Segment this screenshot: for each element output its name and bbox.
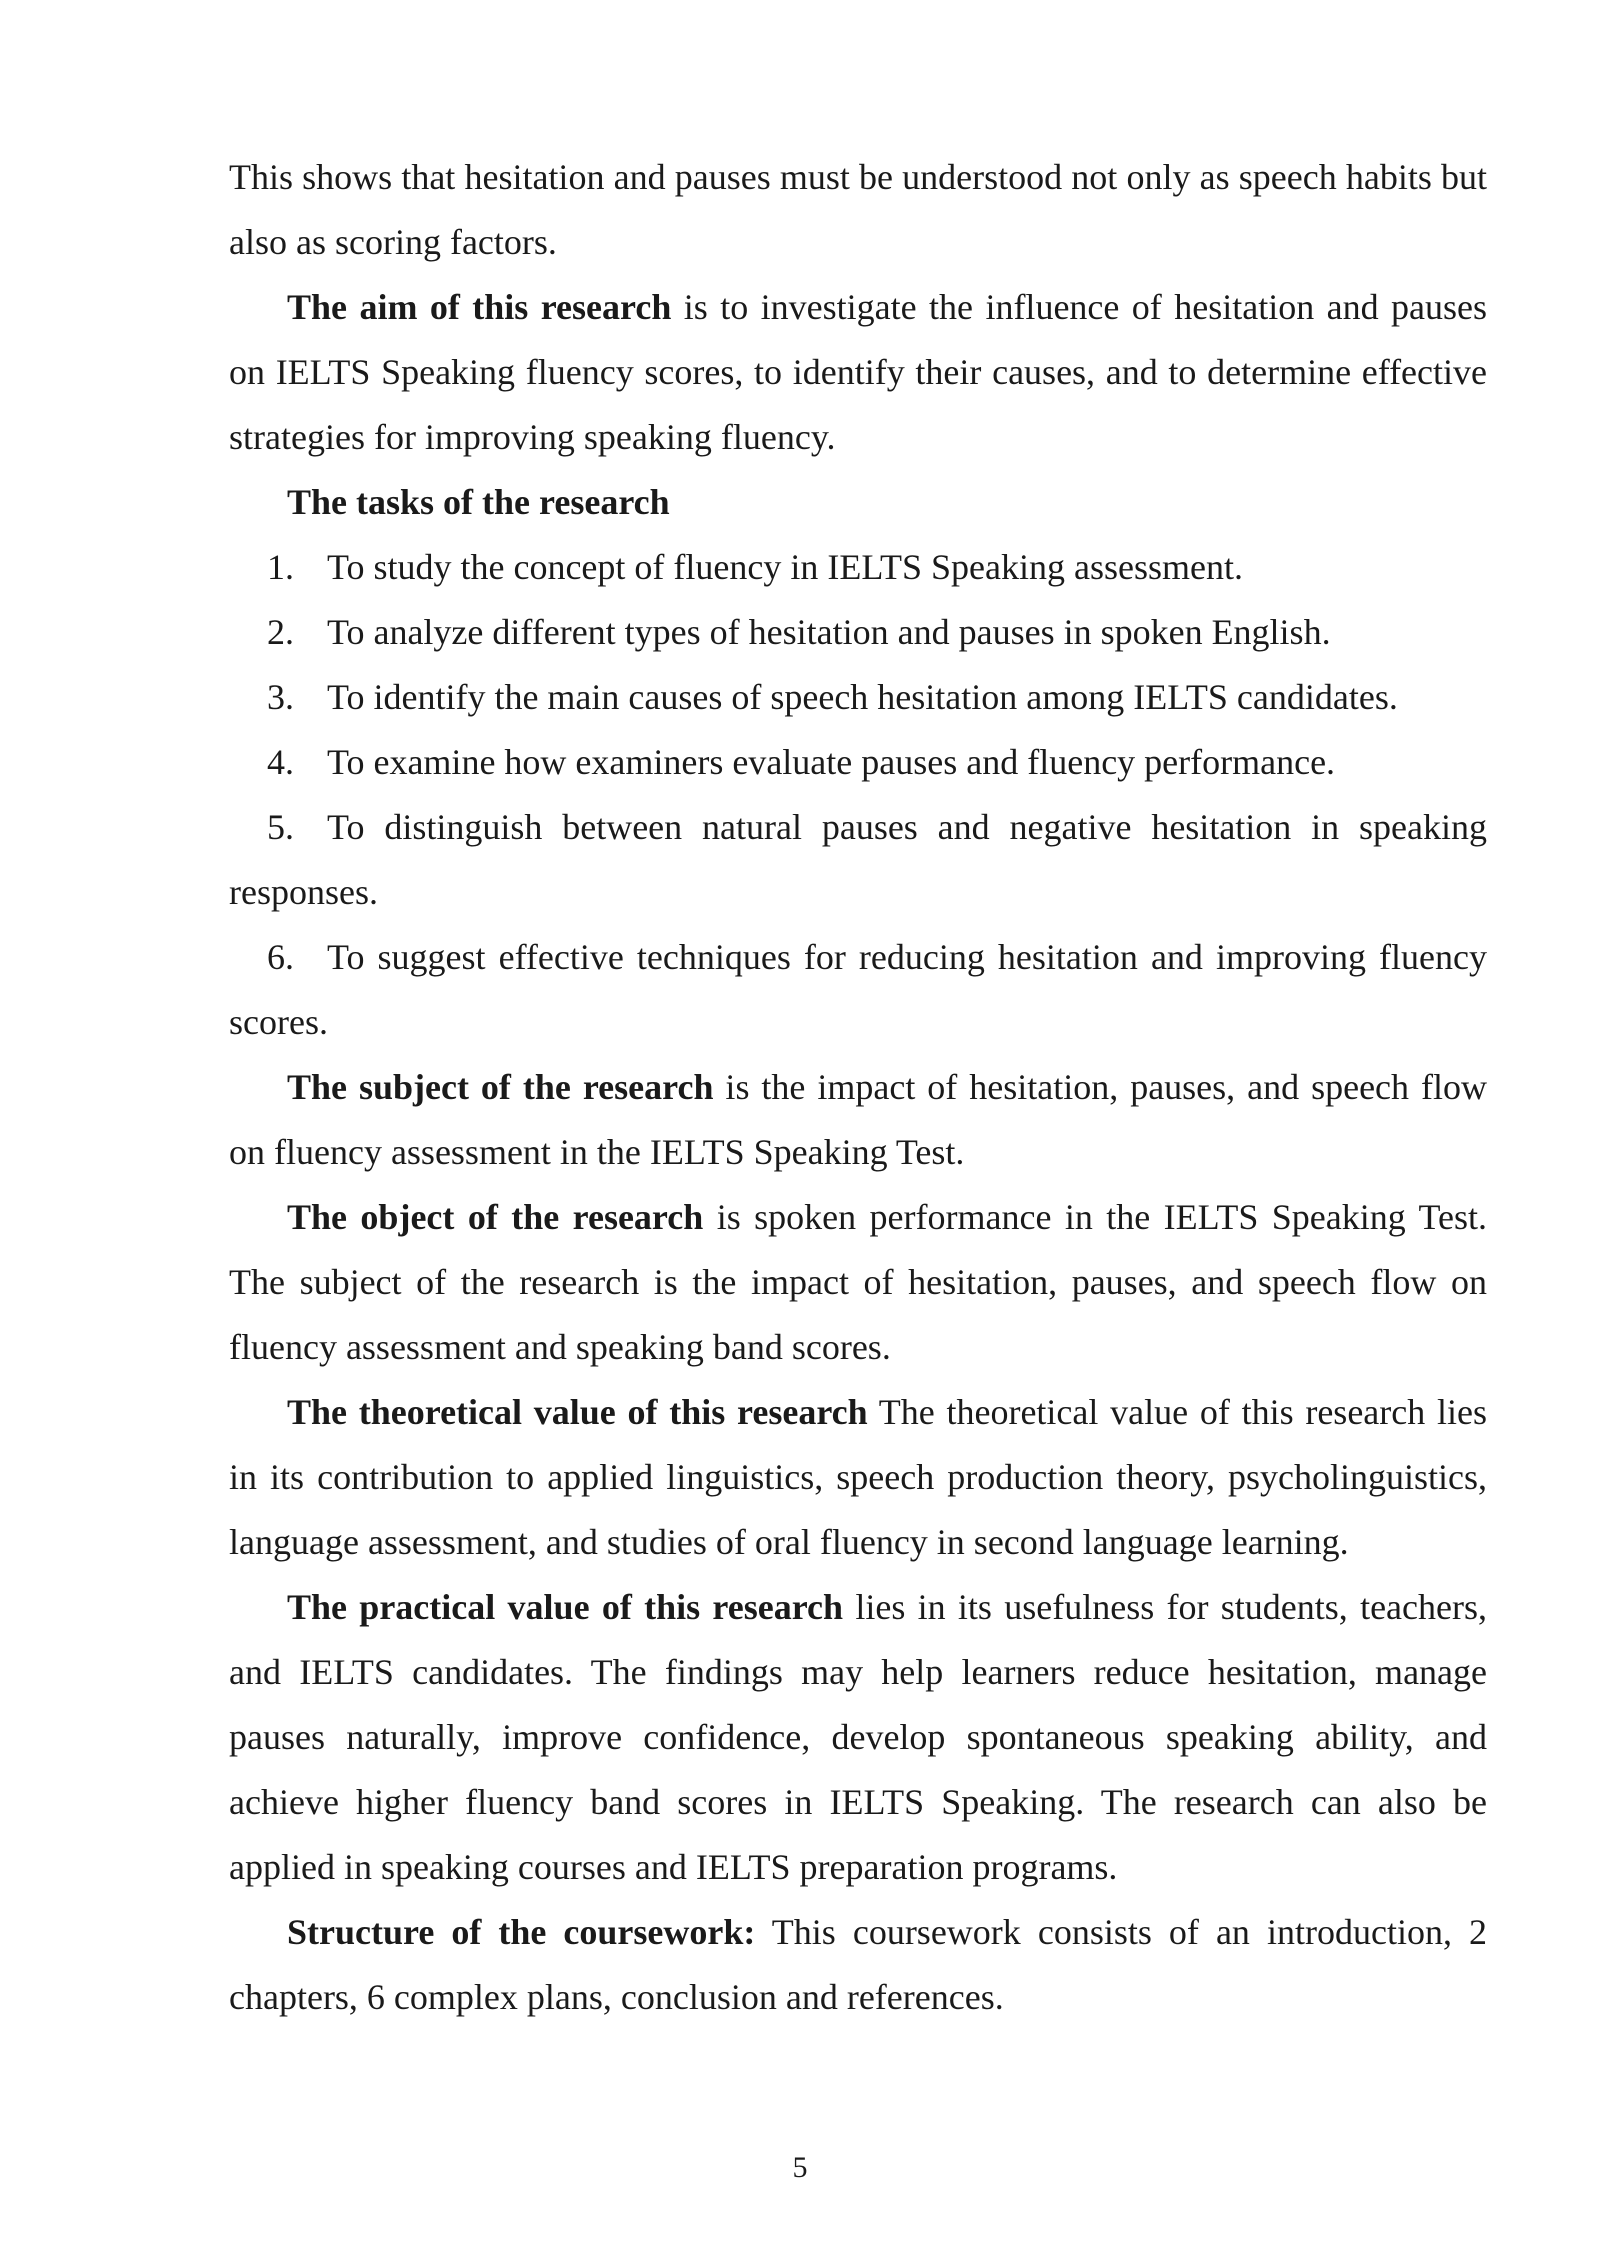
object-text: is spoken performance in the IELTS Speaking Test. The subject of the research is the impact of hesitation, pauses, and speech flow on fluency assessment and speaking band scores. bbox=[229, 1197, 1487, 1367]
theoretical-value-text: The theoretical value of this research lies in its contribution to applied linguistics, speech production theory, psycholinguistics, language assessment, and studies of oral fluency in second language learning. bbox=[229, 1392, 1487, 1562]
task-text: To examine how examiners evaluate pauses and fluency performance. bbox=[327, 742, 1336, 782]
intro-paragraph bbox=[229, 145, 1487, 275]
task-item bbox=[229, 600, 1487, 665]
subject-lead: The subject of the research bbox=[287, 1067, 714, 1107]
tasks-heading-text: The tasks of the research bbox=[287, 482, 670, 522]
page-number: 5 bbox=[792, 2151, 808, 2184]
task-number: 4. bbox=[267, 742, 294, 782]
practical-value-paragraph bbox=[229, 1575, 1487, 1900]
task-text: To suggest effective techniques for reducing hesitation and improving fluency scores. bbox=[229, 937, 1487, 1042]
task-item bbox=[229, 535, 1487, 600]
practical-value-text: lies in its usefulness for students, teachers, and IELTS candidates. The findings may help learners reduce hesitation, manage pauses naturally, improve confidence, develop spontaneous speaking ability, and achieve higher fluency band scores in IELTS Speaking. The research can also be applied in speaking courses and IELTS preparation programs. bbox=[229, 1587, 1487, 1887]
task-number: 6. bbox=[267, 937, 294, 977]
task-text: To study the concept of fluency in IELTS Speaking assessment. bbox=[327, 547, 1243, 587]
task-number: 2. bbox=[267, 612, 294, 652]
practical-value-lead: The practical value of this research bbox=[287, 1587, 844, 1627]
task-item bbox=[229, 665, 1487, 730]
document-page bbox=[229, 145, 1487, 2030]
aim-paragraph bbox=[229, 275, 1487, 470]
structure-lead: Structure of the coursework: bbox=[287, 1912, 756, 1952]
theoretical-value-paragraph bbox=[229, 1380, 1487, 1575]
task-text: To identify the main causes of speech hesitation among IELTS candidates. bbox=[327, 677, 1398, 717]
task-number: 5. bbox=[267, 807, 294, 847]
intro-text: This shows that hesitation and pauses must be understood not only as speech habits but also as scoring factors. bbox=[229, 157, 1487, 262]
task-number: 1. bbox=[267, 547, 294, 587]
task-text: To distinguish between natural pauses and negative hesitation in speaking responses. bbox=[229, 807, 1487, 912]
object-paragraph bbox=[229, 1185, 1487, 1380]
aim-lead: The aim of this research bbox=[287, 287, 672, 327]
tasks-heading bbox=[229, 470, 1487, 535]
aim-text: is to investigate the influence of hesitation and pauses on IELTS Speaking fluency scores, to identify their causes, and to determine effective strategies for improving speaking fluency. bbox=[229, 287, 1488, 457]
task-item bbox=[229, 925, 1487, 1055]
theoretical-value-lead: The theoretical value of this research bbox=[287, 1392, 868, 1432]
task-number: 3. bbox=[267, 677, 294, 717]
subject-paragraph bbox=[229, 1055, 1487, 1185]
structure-text: This coursework consists of an introduction, 2 chapters, 6 complex plans, conclusion and references. bbox=[229, 1912, 1487, 2017]
task-text: To analyze different types of hesitation and pauses in spoken English. bbox=[327, 612, 1331, 652]
structure-paragraph bbox=[229, 1900, 1487, 2030]
object-lead: The object of the research bbox=[287, 1197, 704, 1237]
task-item bbox=[229, 795, 1487, 925]
task-item bbox=[229, 730, 1487, 795]
subject-text: is the impact of hesitation, pauses, and speech flow on fluency assessment in the IELTS Speaking Test. bbox=[229, 1067, 1487, 1172]
